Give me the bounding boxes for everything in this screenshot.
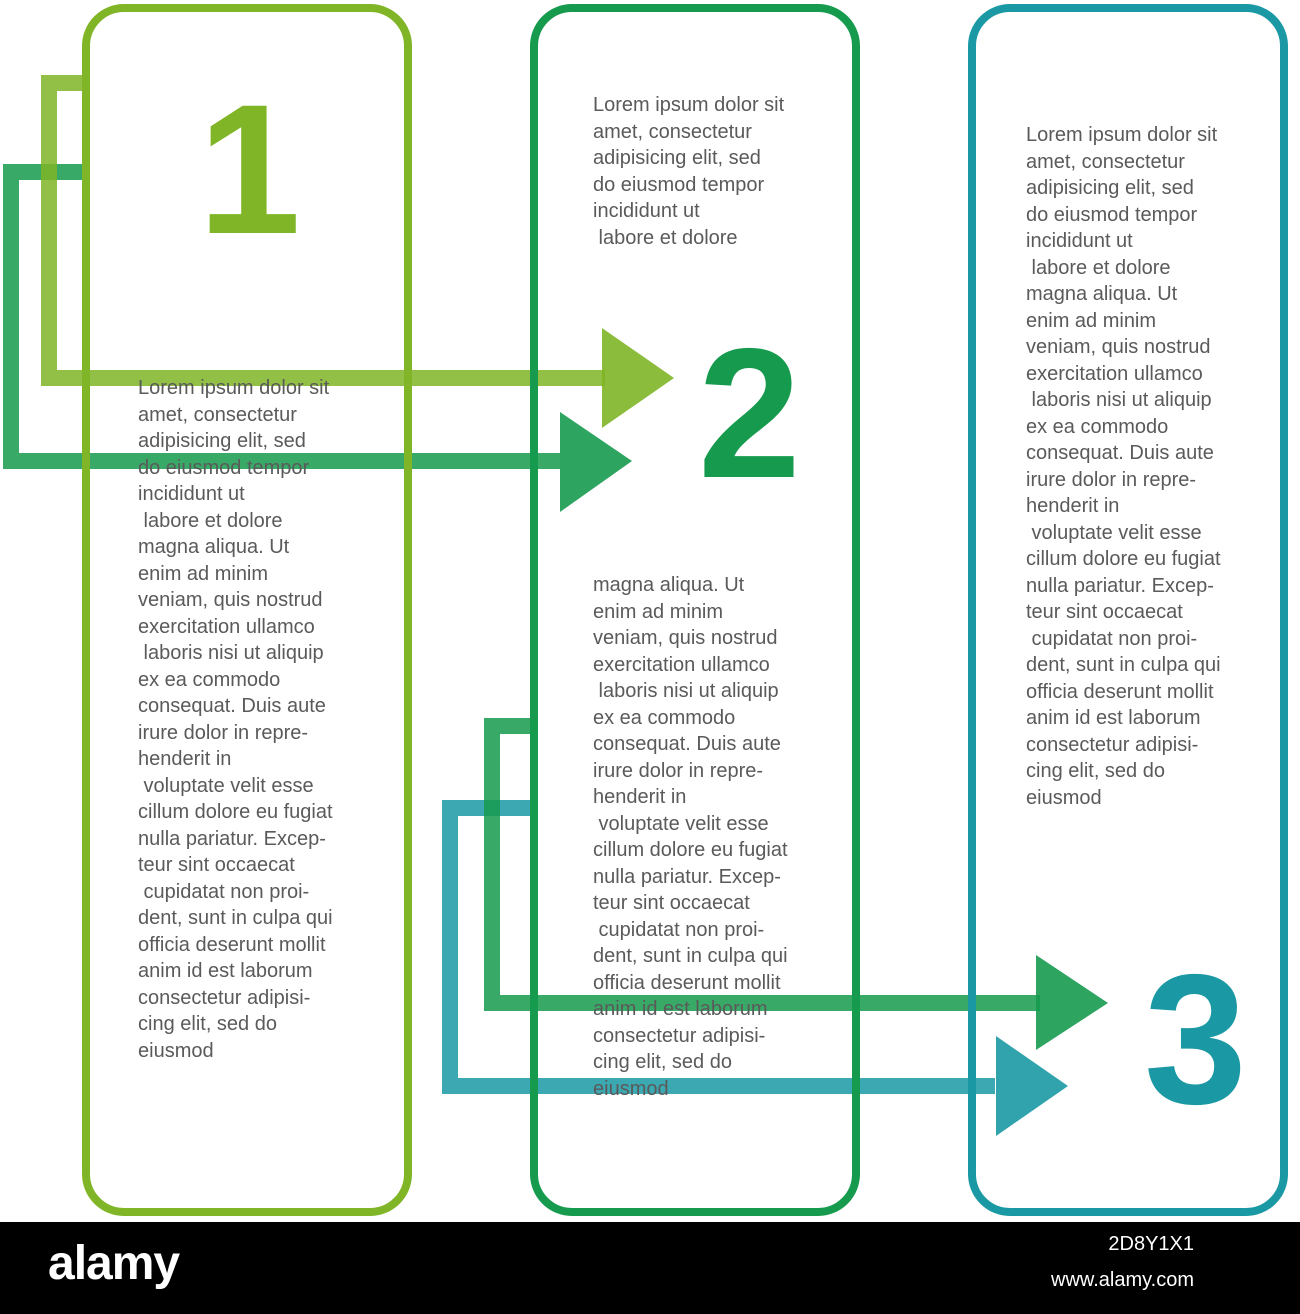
alamy-logo: alamy [48,1237,180,1290]
step1-description: Lorem ipsum dolor sit amet, consectetur adipisicing elit, sed do eiusmod tempor incididunt ut labore et dolore magna aliqua. Ut enim ad minim veniam, quis nostrud exercitation ullamco laboris nisi ut aliquip ex ea commodo consequat. Duis aute irure dolor in repre- henderit in voluptate velit esse cillum dolore eu fugiat nulla pariatur. Excep- teur sint occaecat cupidatat non proi- dent, sunt in culpa qui officia deserunt mollit anim id est laborum consectetur adipisi- cing elit, sed do eiusmod [138,377,333,1062]
step2-number: 2 [698,311,801,517]
step1-connector-lightgreen [49,83,605,378]
site-url-label: www.alamy.com [1051,1269,1194,1291]
step1-number: 1 [198,67,301,273]
step2-description-top: Lorem ipsum dolor sit amet, consectetur adipisicing elit, sed do eiusmod tempor incididunt ut labore et dolore [593,94,785,249]
step3-number: 3 [1144,937,1247,1143]
step3-description: Lorem ipsum dolor sit amet, consectetur adipisicing elit, sed do eiusmod tempor incididunt ut labore et dolore magna aliqua. Ut enim ad minim veniam, quis nostrud exercitation ullamco laboris nisi ut aliquip ex ea commodo consequat. Duis aute irure dolor in repre- henderit in voluptate velit esse cillum dolore eu fugiat nulla pariatur. Excep- teur sint occaecat cupidatat non proi- dent, sunt in culpa qui officia deserunt mollit anim id est laborum consectetur adipisi- cing elit, sed do eiusmod [1026,124,1221,809]
watermark-footer [0,1222,1300,1314]
step1-arrow-head-lightgreen [602,328,674,428]
step2-arrow-head-teal [996,1036,1068,1136]
image-id-label: 2D8Y1X1 [1108,1233,1194,1255]
step2-arrow-head-green [1036,955,1108,1050]
step1-arrow-head-green [560,412,632,512]
step2-description-bottom: magna aliqua. Ut enim ad minim veniam, quis nostrud exercitation ullamco laboris nisi ut aliquip ex ea commodo consequat. Duis aute irure dolor in repre- henderit in voluptate velit esse cillum dolore eu fugiat nulla pariatur. Excep- teur sint occaecat cupidatat non proi- dent, sunt in culpa qui officia deserunt mollit anim id est laborum consectetur adipisi- cing elit, sed do eiusmod [593,574,788,1100]
